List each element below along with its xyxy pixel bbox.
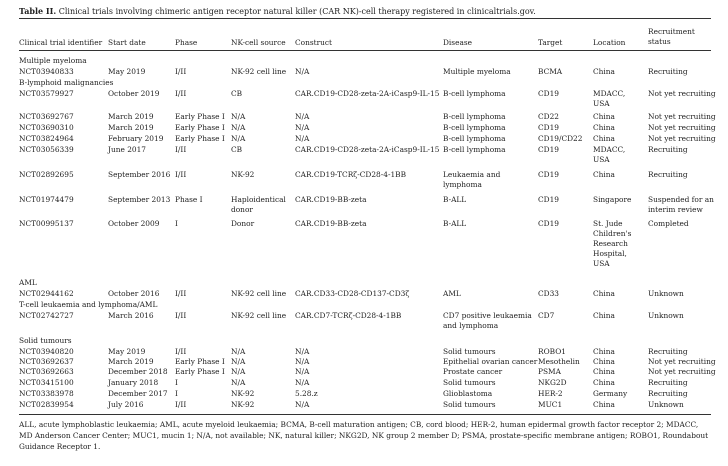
cell-location: China bbox=[593, 357, 615, 366]
cell-disease: AML bbox=[443, 289, 461, 298]
cell-disease: B-ALL bbox=[443, 195, 467, 204]
cell-nk-cell-source: N/A bbox=[231, 134, 246, 143]
cell-phase: I/II bbox=[175, 311, 187, 320]
cell-target: BCMA bbox=[538, 67, 563, 76]
cell-trial-identifier: NCT03824964 bbox=[19, 134, 74, 143]
cell-nk-cell-source: Donor bbox=[231, 219, 255, 228]
header-start-date: Start date bbox=[108, 38, 146, 47]
cell-phase: I/II bbox=[175, 170, 187, 179]
cell-trial-identifier: NCT03056339 bbox=[19, 145, 74, 154]
cell-start-date: March 2019 bbox=[108, 123, 154, 132]
cell-start-date: December 2018 bbox=[108, 367, 168, 376]
cell-recruitment-status: Not yet recruiting bbox=[648, 367, 716, 376]
cell-start-date: October 2016 bbox=[108, 289, 160, 298]
cell-target: CD19/CD22 bbox=[538, 134, 583, 143]
cell-location: MDACC, USA bbox=[593, 89, 626, 108]
table-caption-text: Clinical trials involving chimeric antigen receptor natural killer (CAR NK)-cell therapy registered in clinicaltrials.gov. bbox=[58, 7, 536, 16]
cell-phase: Early Phase I bbox=[175, 357, 225, 366]
cell-start-date: January 2018 bbox=[108, 378, 159, 387]
header-target: Target bbox=[538, 38, 563, 47]
cell-target: CD19 bbox=[538, 195, 559, 204]
cell-phase: Phase I bbox=[175, 195, 203, 204]
cell-disease: Glioblastoma bbox=[443, 389, 493, 398]
cell-phase: Early Phase I bbox=[175, 112, 225, 121]
cell-disease: B-cell lymphoma bbox=[443, 123, 506, 132]
cell-target: ROBO1 bbox=[538, 347, 566, 356]
cell-construct: N/A bbox=[295, 112, 310, 121]
cell-construct: CAR.CD19-BB-zeta bbox=[295, 219, 367, 228]
cell-location: MDACC, USA bbox=[593, 145, 626, 164]
cell-target: CD7 bbox=[538, 311, 555, 320]
cell-disease: Solid tumours bbox=[443, 347, 496, 356]
cell-trial-identifier: NCT03383978 bbox=[19, 389, 74, 398]
cell-disease: B-cell lymphoma bbox=[443, 134, 506, 143]
cell-start-date: September 2016 bbox=[108, 170, 171, 179]
cell-phase: Early Phase I bbox=[175, 134, 225, 143]
cell-trial-identifier: NCT02839954 bbox=[19, 400, 74, 409]
cell-disease: Prostate cancer bbox=[443, 367, 503, 376]
cell-nk-cell-source: NK-92 bbox=[231, 389, 255, 398]
cell-nk-cell-source: N/A bbox=[231, 367, 246, 376]
cell-location: China bbox=[593, 289, 615, 298]
header-construct: Construct bbox=[295, 38, 333, 47]
cell-start-date: July 2016 bbox=[108, 400, 144, 409]
abbreviations-footnote: ALL, acute lymphoblastic leukaemia; AML, acute myeloid leukaemia; BCMA, B-cell maturation antigen; CB, cord blood; HER-2, human epidermal growth factor receptor 2; MDACC, MD Anderson Cancer Center; MUC1, mucin 1; N/A, not available; NK, natural killer; NKG2D, NK group 2 member D; PSMA, prostate-specific membrane antigen; ROBO1, Roundabout Guidance Receptor 1. bbox=[19, 420, 709, 451]
cell-phase: Early Phase I bbox=[175, 367, 225, 376]
cell-trial-identifier: NCT00995137 bbox=[19, 219, 74, 228]
cell-disease: B-cell lymphoma bbox=[443, 145, 506, 154]
cell-phase: I/II bbox=[175, 67, 187, 76]
cell-disease: Multiple myeloma bbox=[443, 67, 511, 76]
cell-recruitment-status: Not yet recruiting bbox=[648, 123, 716, 132]
cell-target: CD19 bbox=[538, 170, 559, 179]
cell-location: Singapore bbox=[593, 195, 632, 204]
cell-construct: N/A bbox=[295, 123, 310, 132]
cell-trial-identifier: NCT03579927 bbox=[19, 89, 74, 98]
cell-target: HER-2 bbox=[538, 389, 563, 398]
cell-recruitment-status: Recruiting bbox=[648, 347, 688, 356]
cell-phase: I bbox=[175, 378, 178, 387]
cell-construct: N/A bbox=[295, 357, 310, 366]
cell-recruitment-status: Recruiting bbox=[648, 389, 688, 398]
cell-trial-identifier: NCT03692663 bbox=[19, 367, 74, 376]
cell-start-date: October 2019 bbox=[108, 89, 160, 98]
cell-start-date: May 2019 bbox=[108, 67, 146, 76]
section-multiple-myeloma: Multiple myeloma bbox=[19, 56, 87, 65]
cell-construct: N/A bbox=[295, 367, 310, 376]
cell-location: China bbox=[593, 311, 615, 320]
cell-nk-cell-source: CB bbox=[231, 89, 243, 98]
cell-disease: CD7 positive leukaemia and lymphoma bbox=[443, 311, 532, 330]
cell-construct: 5.28.z bbox=[295, 389, 318, 398]
cell-phase: I/II bbox=[175, 89, 187, 98]
cell-disease: B-cell lymphoma bbox=[443, 89, 506, 98]
cell-location: China bbox=[593, 400, 615, 409]
cell-start-date: September 2013 bbox=[108, 195, 171, 204]
cell-start-date: March 2016 bbox=[108, 311, 154, 320]
cell-disease: Solid tumours bbox=[443, 400, 496, 409]
cell-disease: Leukaemia and lymphoma bbox=[443, 170, 501, 189]
cell-target: CD33 bbox=[538, 289, 559, 298]
cell-target: MUC1 bbox=[538, 400, 563, 409]
cell-target: CD19 bbox=[538, 219, 559, 228]
cell-target: NKG2D bbox=[538, 378, 567, 387]
cell-nk-cell-source: Haploidentical donor bbox=[231, 195, 286, 214]
cell-start-date: March 2019 bbox=[108, 112, 154, 121]
cell-target: PSMA bbox=[538, 367, 561, 376]
cell-target: CD19 bbox=[538, 89, 559, 98]
cell-start-date: June 2017 bbox=[108, 145, 147, 154]
cell-recruitment-status: Unknown bbox=[648, 311, 684, 320]
cell-start-date: October 2009 bbox=[108, 219, 160, 228]
cell-location: China bbox=[593, 123, 615, 132]
cell-nk-cell-source: N/A bbox=[231, 378, 246, 387]
cell-recruitment-status: Unknown bbox=[648, 289, 684, 298]
cell-disease: B-ALL bbox=[443, 219, 467, 228]
cell-construct: N/A bbox=[295, 67, 310, 76]
cell-trial-identifier: NCT02892695 bbox=[19, 170, 74, 179]
cell-recruitment-status: Unknown bbox=[648, 400, 684, 409]
cell-construct: N/A bbox=[295, 400, 310, 409]
table-caption bbox=[19, 6, 536, 16]
header-nk-cell-source: NK-cell source bbox=[231, 38, 286, 47]
cell-construct: CAR.CD33-CD28-CD137-CD3ζ bbox=[295, 289, 410, 298]
cell-trial-identifier: NCT02742727 bbox=[19, 311, 74, 320]
cell-construct: N/A bbox=[295, 134, 310, 143]
cell-location: China bbox=[593, 378, 615, 387]
cell-recruitment-status: Completed bbox=[648, 219, 689, 228]
cell-location: Germany bbox=[593, 389, 628, 398]
header-trial-identifier: Clinical trial identifier bbox=[19, 38, 103, 47]
cell-recruitment-status: Not yet recruiting bbox=[648, 89, 716, 98]
cell-nk-cell-source: N/A bbox=[231, 112, 246, 121]
cell-phase: I/II bbox=[175, 145, 187, 154]
cell-construct: CAR.CD19-CD28-zeta-2A-iCasp9-IL-15 bbox=[295, 145, 440, 154]
header-rule bbox=[19, 50, 711, 51]
section-solid-tumours: Solid tumours bbox=[19, 336, 72, 345]
cell-phase: I/II bbox=[175, 400, 187, 409]
cell-trial-identifier: NCT03940820 bbox=[19, 347, 74, 356]
cell-recruitment-status: Not yet recruiting bbox=[648, 357, 716, 366]
cell-recruitment-status: Recruiting bbox=[648, 378, 688, 387]
cell-nk-cell-source: NK-92 cell line bbox=[231, 289, 287, 298]
cell-construct: N/A bbox=[295, 347, 310, 356]
section-aml: AML bbox=[19, 278, 37, 287]
cell-disease: Epithelial ovarian cancer bbox=[443, 357, 538, 366]
cell-start-date: December 2017 bbox=[108, 389, 168, 398]
cell-start-date: May 2019 bbox=[108, 347, 146, 356]
cell-nk-cell-source: N/A bbox=[231, 357, 246, 366]
cell-nk-cell-source: N/A bbox=[231, 347, 246, 356]
cell-phase: Early Phase I bbox=[175, 123, 225, 132]
cell-location: China bbox=[593, 112, 615, 121]
cell-trial-identifier: NCT03692637 bbox=[19, 357, 74, 366]
cell-target: CD19 bbox=[538, 145, 559, 154]
cell-construct: CAR.CD19-TCRζ-CD28-4-1BB bbox=[295, 170, 407, 179]
cell-trial-identifier: NCT03940833 bbox=[19, 67, 74, 76]
cell-trial-identifier: NCT03692767 bbox=[19, 112, 74, 121]
cell-target: CD22 bbox=[538, 112, 559, 121]
cell-construct: CAR.CD19-CD28-zeta-2A-iCasp9-IL-15 bbox=[295, 89, 440, 98]
top-rule bbox=[19, 18, 711, 19]
cell-trial-identifier: NCT02944162 bbox=[19, 289, 74, 298]
cell-recruitment-status: Not yet recruiting bbox=[648, 134, 716, 143]
section-t-cell-leukaemia-lymphoma-aml: T-cell leukaemia and lymphoma/AML bbox=[19, 300, 158, 309]
cell-recruitment-status: Recruiting bbox=[648, 170, 688, 179]
cell-location: China bbox=[593, 347, 615, 356]
cell-location: China bbox=[593, 134, 615, 143]
header-recruitment-status: Recruitment status bbox=[648, 27, 695, 46]
cell-trial-identifier: NCT03690310 bbox=[19, 123, 74, 132]
cell-location: China bbox=[593, 367, 615, 376]
cell-start-date: February 2019 bbox=[108, 134, 164, 143]
cell-start-date: March 2019 bbox=[108, 357, 154, 366]
cell-recruitment-status: Recruiting bbox=[648, 67, 688, 76]
cell-target: CD19 bbox=[538, 123, 559, 132]
header-phase: Phase bbox=[175, 38, 198, 47]
cell-nk-cell-source: NK-92 bbox=[231, 170, 255, 179]
bottom-rule bbox=[19, 414, 711, 415]
cell-recruitment-status: Not yet recruiting bbox=[648, 112, 716, 121]
header-disease: Disease bbox=[443, 38, 473, 47]
cell-construct: CAR.CD7-TCRζ-CD28-4-1BB bbox=[295, 311, 402, 320]
section-b-lymphoid-malignancies: B-lymphoid malignancies bbox=[19, 78, 114, 87]
cell-trial-identifier: NCT01974479 bbox=[19, 195, 74, 204]
cell-phase: I/II bbox=[175, 347, 187, 356]
table-label: Table II. bbox=[19, 6, 57, 16]
cell-target: Mesothelin bbox=[538, 357, 580, 366]
cell-phase: I/II bbox=[175, 289, 187, 298]
cell-disease: B-cell lymphoma bbox=[443, 112, 506, 121]
cell-nk-cell-source: NK-92 bbox=[231, 400, 255, 409]
cell-recruitment-status: Recruiting bbox=[648, 145, 688, 154]
cell-construct: CAR.CD19-BB-zeta bbox=[295, 195, 367, 204]
cell-phase: I bbox=[175, 219, 178, 228]
cell-location: China bbox=[593, 67, 615, 76]
cell-construct: N/A bbox=[295, 378, 310, 387]
cell-phase: I bbox=[175, 389, 178, 398]
cell-nk-cell-source: NK-92 cell line bbox=[231, 67, 287, 76]
header-location: Location bbox=[593, 38, 626, 47]
cell-trial-identifier: NCT03415100 bbox=[19, 378, 74, 387]
cell-disease: Solid tumours bbox=[443, 378, 496, 387]
cell-recruitment-status: Suspended for an interim review bbox=[648, 195, 714, 214]
cell-location: China bbox=[593, 170, 615, 179]
cell-location: St. Jude Children's Research Hospital, USA bbox=[593, 219, 632, 268]
cell-nk-cell-source: CB bbox=[231, 145, 243, 154]
cell-nk-cell-source: NK-92 cell line bbox=[231, 311, 287, 320]
cell-nk-cell-source: N/A bbox=[231, 123, 246, 132]
